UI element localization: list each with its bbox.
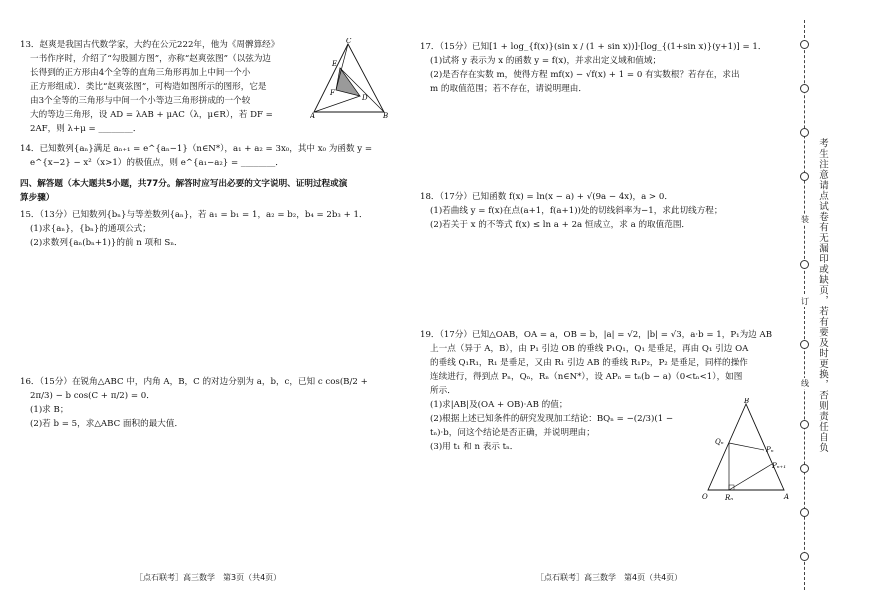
q13-triangle-figure <box>310 38 392 118</box>
section-4-line: 四、解答题（本大题共5小题，共77分。解答时应写出必要的文字说明、证明过程或演 <box>20 179 348 189</box>
question-14 <box>20 142 392 170</box>
q14-line: e^{x−2} − x²（x>1）的极值点，则 e^{a₁−a₂} = ________． <box>30 158 284 168</box>
q16-line: (2)若 b = 5，求△ABC 面积的最大值． <box>30 419 184 429</box>
label-D: D <box>362 94 368 102</box>
q19-line: (1)求|AB|及(OA + OB)·AB 的值； <box>430 400 568 410</box>
binding-hole <box>800 260 809 269</box>
page-3-footer: ［点石联考］高三数学 第3页（共4页） <box>135 573 282 582</box>
q16-line: (1)求 B； <box>30 405 69 415</box>
q15-line: (1)求{aₙ}，{bₙ}的通项公式； <box>30 224 151 234</box>
label-Qn: Qₙ <box>715 438 724 446</box>
question-18 <box>420 190 792 232</box>
q13-line: 一书作序时，介绍了“勾股圆方图”，亦称“赵爽弦图”（以弦为边 <box>30 54 272 64</box>
binding-hole <box>800 128 809 137</box>
label-A: A <box>310 112 316 118</box>
exam-notice: 考生注意请点试卷有无漏印或缺页，若有要及时更换，否则责任自负 <box>817 138 828 453</box>
binding-hole <box>800 340 809 349</box>
question-15 <box>20 208 392 250</box>
binding-margin <box>796 0 870 615</box>
label-B: B <box>383 112 389 118</box>
q13-line: 由3个全等的三角形与中间一个小等边三角形拼成的一个较 <box>30 96 251 106</box>
label-B: B <box>744 398 750 405</box>
question-17 <box>420 40 792 96</box>
q19-triangle-figure <box>702 398 794 502</box>
label-O: O <box>702 493 708 501</box>
binding-hole <box>800 508 809 517</box>
label-A: A <box>784 493 790 501</box>
section-4-line: 算步骤） <box>20 193 55 203</box>
section-4-heading <box>20 177 392 205</box>
q13-line: 正方形组成）．类比“赵爽弦图”，可构造如图所示的图形，它是 <box>30 82 267 92</box>
q19-line: (3)用 t₁ 和 n 表示 tₙ． <box>430 442 519 452</box>
label-F: F <box>330 89 335 97</box>
q19-line: 的垂线 Q₁R₁，R₁ 是垂足，又由 R₁ 引边 AB 的垂线 R₁P₂，P₂ 是垂足，同样的操作 <box>430 358 748 368</box>
q18-line: (1)若曲线 y = f(x)在点(a+1，f(a+1))处的切线斜率为−1，求此切线方程； <box>430 206 723 216</box>
binding-hole <box>800 40 809 49</box>
cut-mark-xian: 线 <box>801 379 809 388</box>
q15-line: 15．（13分）已知数列{bₙ}与等差数列{aₙ}，若 a₁ = b₁ = 1，a₂ = b₂，b₄ = 2b₃ + 1． <box>20 210 368 220</box>
q19-line: (2)根据上述已知条件的研究发现加工结论：BQₙ = −(2/3)(1 − <box>430 414 674 424</box>
q19-line: 19．（17分）已知△OAB，OA = a，OB = b，|a| = √2，|b| = √3，a·b = 1，P₁为边 AB <box>420 330 773 340</box>
q13-line: 大的等边三角形，设 AD = λAB + μAC（λ，μ∈R），若 DF = <box>30 110 273 120</box>
q17-line: (1)试将 y 表示为 x 的函数 y = f(x)，并求出定义域和值域； <box>430 56 662 66</box>
q19-line: 所示． <box>430 386 456 396</box>
binding-hole <box>800 172 809 181</box>
q17-line: (2)是否存在实数 m，使得方程 mf(x) − √f(x) + 1 = 0 有实数根？若存在，求出 <box>430 70 740 80</box>
q13-line: 13．赵爽是我国古代数学家，大约在公元222年，他为《周髀算经》 <box>20 40 280 50</box>
question-16 <box>20 375 392 431</box>
binding-hole <box>800 84 809 93</box>
q14-line: 14．已知数列{aₙ}满足 aₙ₊₁ = e^{aₙ−1}（n∈N*），a₁ + a₂ = 3x₀，其中 x₀ 为函数 y = <box>20 144 373 154</box>
cut-mark-zhuang: 装 <box>801 215 809 224</box>
q13-line: 2AF，则 λ+μ = ________． <box>30 124 142 134</box>
label-E: E <box>332 60 338 68</box>
label-Pn1: Pₙ₊₁ <box>772 462 787 470</box>
q18-line: (2)若关于 x 的不等式 f(x) ≤ ln a + 2a 恒成立，求 a 的取值范围． <box>430 220 691 230</box>
question-13 <box>20 38 310 136</box>
binding-hole <box>800 420 809 429</box>
q16-line: 2π/3) − b cos(C + π/2) = 0． <box>30 391 155 401</box>
q15-line: (2)求数列{aₙ(bₙ+1)}的前 n 项和 Sₙ． <box>30 238 183 248</box>
label-Rn: Rₙ <box>725 494 734 502</box>
cut-mark-ding: 订 <box>801 297 809 306</box>
q17-line: 17．（15分）已知[1 + log_{f(x)}(sin x / (1 + sin x))]·[log_{(1+sin x)}(y+1)] = 1． <box>420 42 767 52</box>
q19-line: 连续进行，得到点 Pₙ，Qₙ，Rₙ（n∈N*），设 APₙ = tₙ(b − a)（0<tₙ<1），如图 <box>430 372 743 382</box>
binding-hole <box>800 552 809 561</box>
q18-line: 18．（17分）已知函数 f(x) = ln(x − a) + √(9a − 4x)，a > 0． <box>420 192 673 202</box>
q17-line: m 的取值范围；若不存在，请说明理由． <box>430 84 587 94</box>
label-Pn: Pₙ <box>766 446 774 454</box>
q13-line: 长得到的正方形由4个全等的直角三角形再加上中间一个小 <box>30 68 251 78</box>
label-C: C <box>346 38 352 45</box>
q19-line: tₙ)·b，问这个结论是否正确，并说明理由； <box>430 428 595 438</box>
page-4-footer: ［点石联考］高三数学 第4页（共4页） <box>536 573 683 582</box>
binding-hole <box>800 464 809 473</box>
q19-line: 上一点（异于 A，B），由 P₁ 引边 OB 的垂线 P₁Q₁，Q₁ 是垂足，再由 Q₁ 引边 OA <box>430 344 749 354</box>
q16-line: 16．（15分）在锐角△ABC 中，内角 A，B，C 的对边分别为 a，b，c，已知 c cos(B/2 + <box>20 377 368 387</box>
